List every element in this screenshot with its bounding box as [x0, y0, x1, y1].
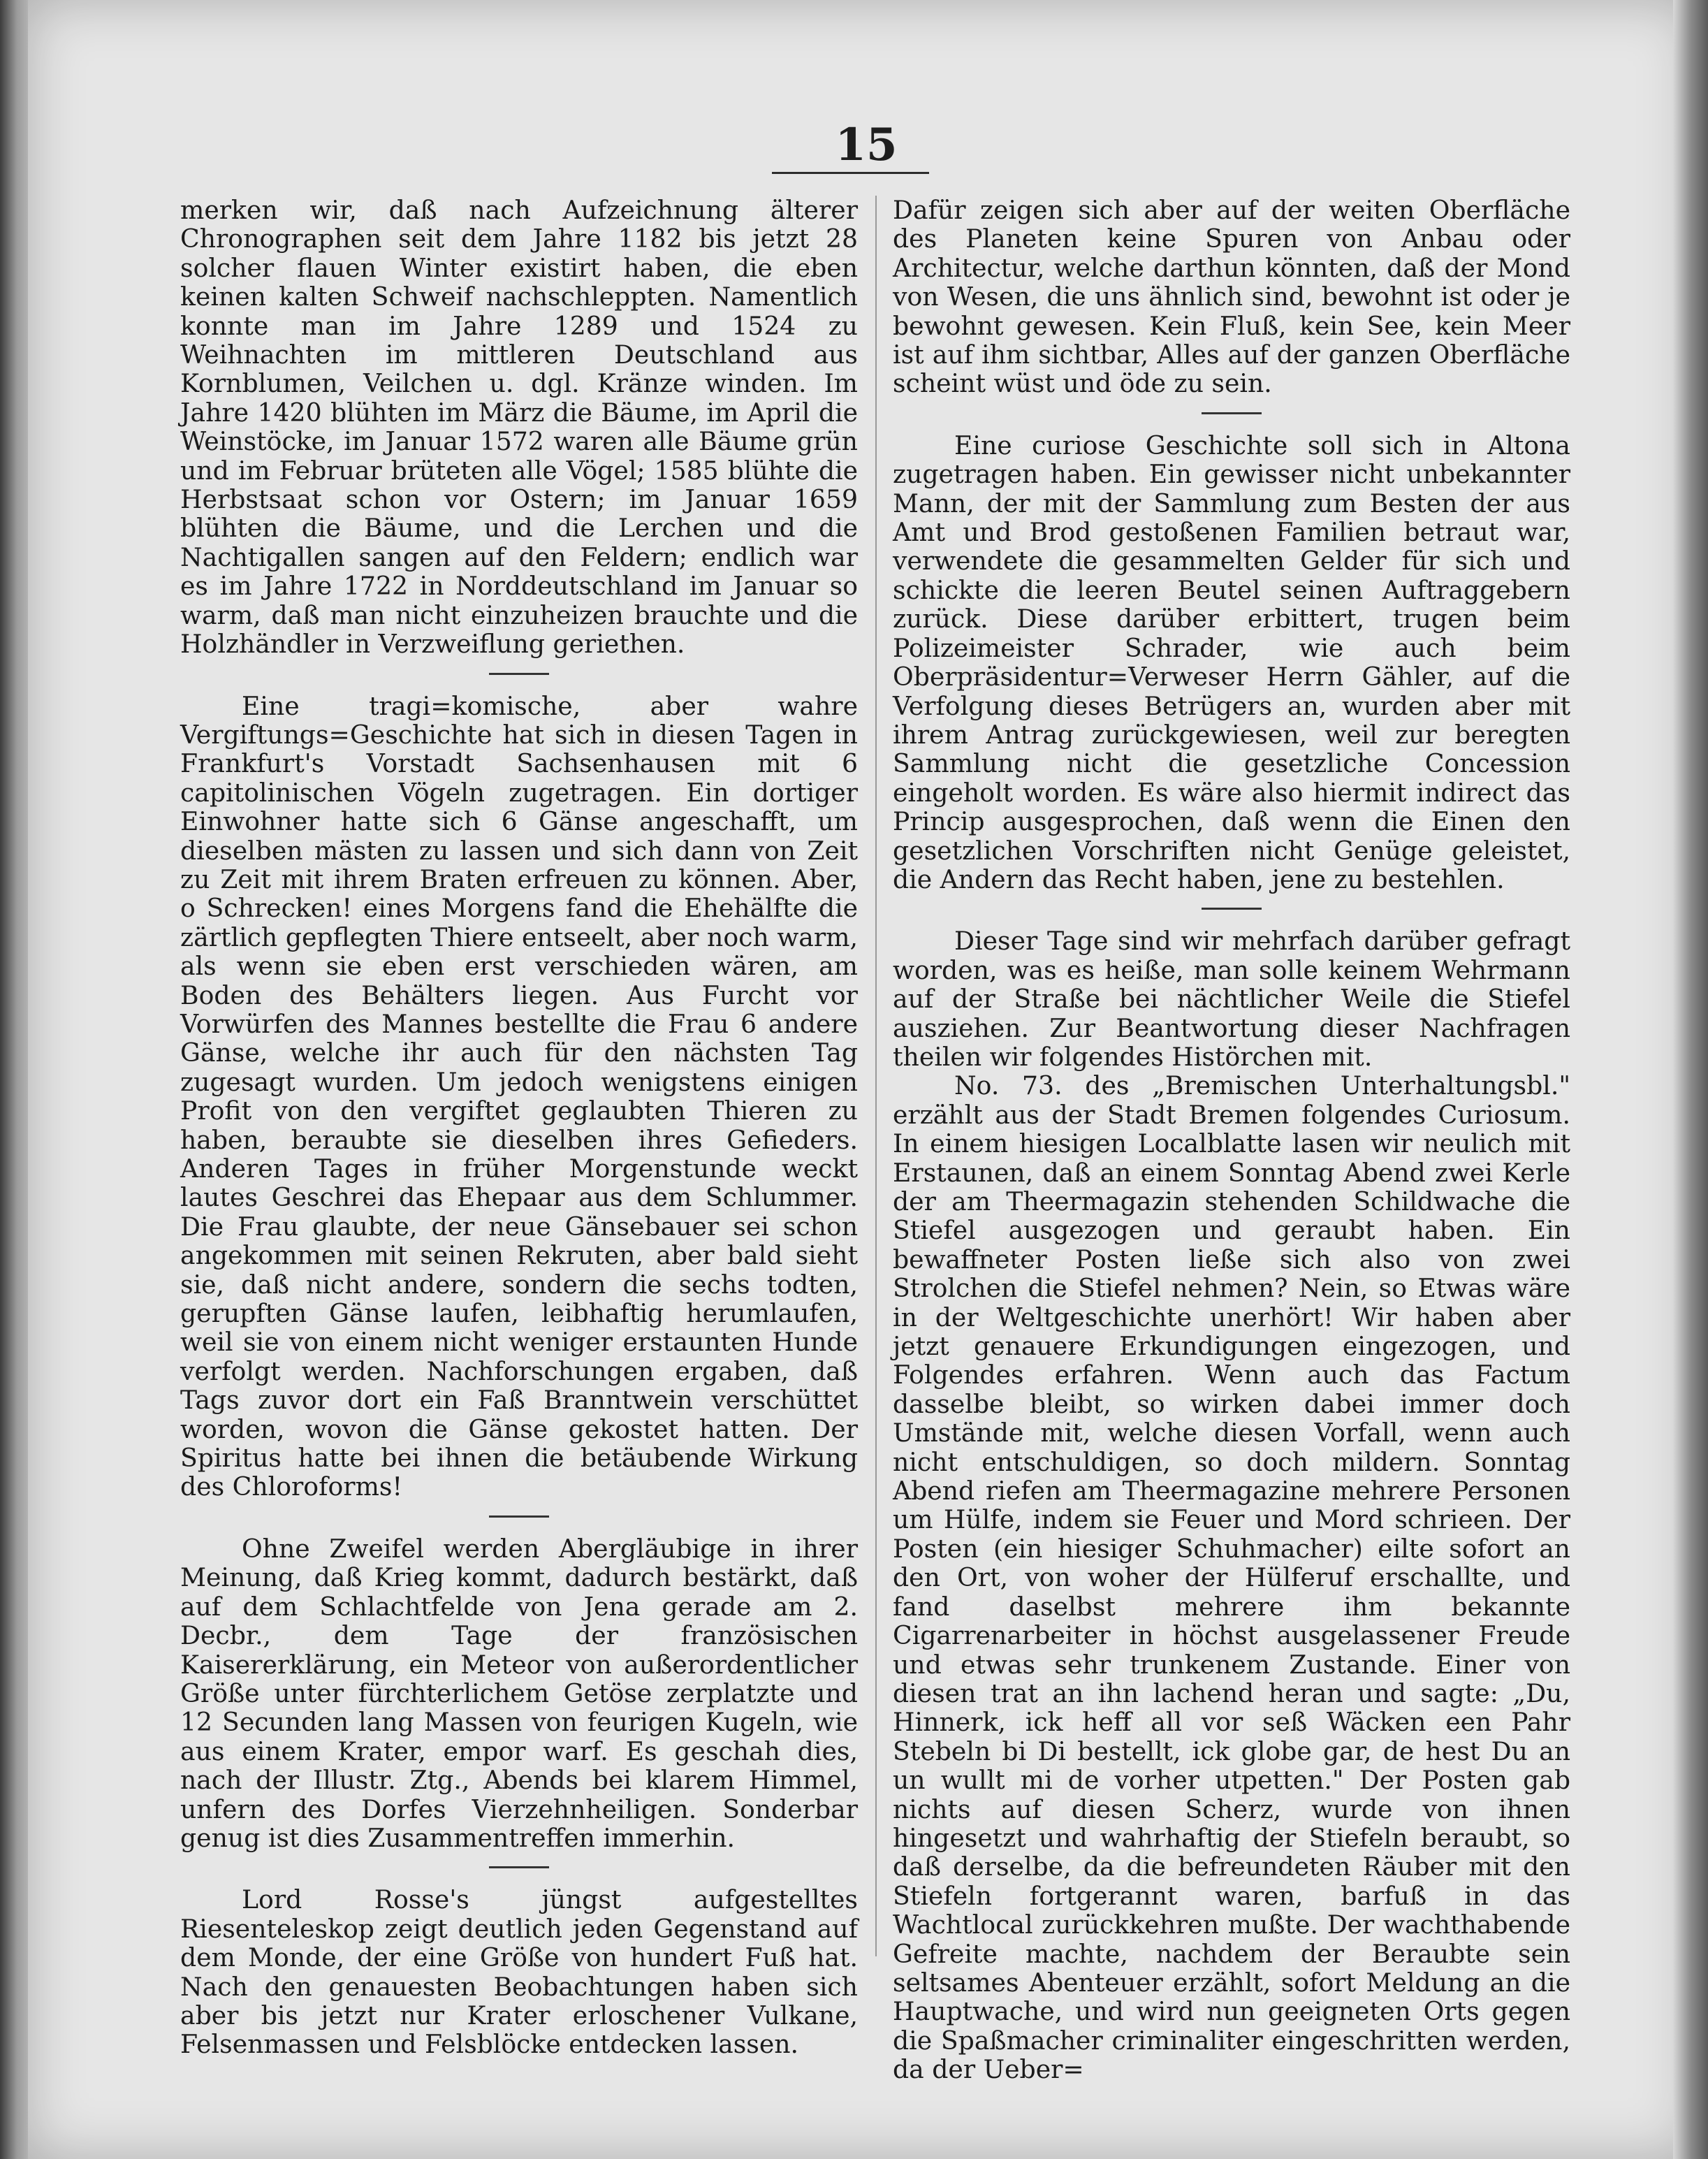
right-column — [893, 196, 1570, 2084]
separator-rule — [1202, 412, 1262, 414]
column-divider — [875, 196, 877, 1956]
page-number: 15 — [835, 119, 898, 171]
separator-rule — [1202, 908, 1262, 910]
page-edge — [1673, 0, 1708, 2159]
paragraph-weather-records: merken wir, daß nach Aufzeichnung älterer Chronographen seit dem Jahre 1182 bis jetzt 28 solcher flauen Winter existirt haben, die eben keinen kalten Schweif nachschleppten. Namentlich konnte man im Jahre 1289 und 1524 zu Weihnachten im mittleren Deutschland aus Kornblumen, Veilchen u. dgl. Kränze winden. Im Jahre 1420 blühten im März die Bäume, im April die Weinstöcke, im Januar 1572 waren alle Bäume grün und im Februar brüteten alle Vögel; 1585 blühte die Herbstsaat schon vor Ostern; im Januar 1659 blühten die Bäume, und die Lerchen und die Nachtigallen sangen auf den Feldern; endlich war es im Jahre 1722 in Norddeutschland im Januar so warm, daß man nicht einzuheizen brauchte und die Holzhändler in Verzweiflung geriethen. — [180, 195, 858, 660]
left-column — [180, 196, 858, 2059]
paragraph-telescope: Lord Rosse's jüngst aufgestelltes Riesenteleskop zeigt deutlich jeden Gegenstand auf dem Monde, der eine Größe von hundert Fuß hat. Nach den genauesten Beobachtungen haben sich aber bis jetzt nur Krater erloschener Vulkane, Felsenmassen und Felsblöcke entdecken lassen. — [180, 1884, 858, 2060]
paragraph-moon-surface: Dafür zeigen sich aber auf der weiten Oberfläche des Planeten keine Spuren von Anbau oder Architectur, welche darthun könnten, daß der Mond von Wesen, die uns ähnlich sind, bewohnt ist oder je bewohnt gewesen. Kein Fluß, kein See, kein Meer ist auf ihm sichtbar, Alles auf der ganzen Oberfläche scheint wüst und öde zu sein. — [893, 195, 1570, 399]
paragraph-wehrmann-question: Dieser Tage sind wir mehrfach darüber gefragt worden, was es heiße, man solle keinem Wehrmann auf der Straße bei nächtlicher Weile die Stiefel ausziehen. Zur Beantwortung dieser Nachfragen theilen wir folgendes Histörchen mit. — [893, 926, 1570, 1072]
separator-rule — [489, 1866, 549, 1868]
paragraph-meteor-jena: Ohne Zweifel werden Abergläubige in ihrer Meinung, daß Krieg kommt, dadurch bestärkt, daß auf dem Schlachtfelde von Jena gerade am 2. Decbr., dem Tage der französischen Kaisererklärung, ein Meteor von außerordentlicher Größe unter fürchterlichem Getöse zerplatzte und 12 Secunden lang Massen von feurigen Kugeln, wie aus einem Krater, empor warf. Es geschah dies, nach der Illustr. Ztg., Abends bei klarem Himmel, unfern des Dorfes Vierzehnheiligen. Sonderbar genug ist dies Zusammentreffen immerhin. — [180, 1533, 858, 1853]
paragraph-altona-story: Eine curiose Geschichte soll sich in Altona zugetragen haben. Ein gewisser nicht unbekannter Mann, der mit der Sammlung zum Besten der aus Amt und Brod gestoßenen Familien betraut war, verwendete die gesammelten Gelder für sich und schickte die leeren Beutel seinen Auftraggebern zurück. Diese darüber erbittert, trugen beim Polizeimeister Schrader, wie auch beim Oberpräsidentur=Verweser Herrn Gähler, auf die Verfolgung dieses Betrügers an, wurden aber mit ihrem Antrag zurückgewiesen, weil zur beregten Sammlung nicht die gesetzliche Concession eingeholt worden. Es wäre also hiermit indirect das Princip ausgesprochen, daß wenn die Einen den gesetzlichen Vorschriften nicht Genüge geleistet, die Andern das Recht haben, jene zu bestehlen. — [893, 430, 1570, 894]
paragraph-bremen-story: No. 73. des „Bremischen Unterhaltungsbl." erzählt aus der Stadt Bremen folgendes Curiosum. In einem hiesigen Localblatte lasen wir neulich mit Erstaunen, daß an einem Sonntag Abend zwei Kerle der am Theermagazin stehenden Schildwache die Stiefel ausgezogen und geraubt haben. Ein bewaffneter Posten ließe sich also von zwei Strolchen die Stiefel nehmen? Nein, so Etwas wäre in der Weltgeschichte unerhört! Wir haben aber jetzt genauere Erkundigungen eingezogen, und Folgendes erfahren. Wenn auch das Factum dasselbe bleibt, so wirken dabei immer doch Umstände mit, welche diesen Vorfall, wenn auch nicht entschuldigen, so doch mildern. Sonntag Abend riefen am Theermagazine mehrere Personen um Hülfe, indem sie Feuer und Mord schrieen. Der Posten (ein hiesiger Schuhmacher) eilte sofort an den Ort, von woher der Hülferuf erschallte, und fand daselbst mehrere ihm bekannte Cigarrenarbeiter in höchst ausgelassener Freude und etwas sehr trunkenem Zustande. Einer von diesen trat an ihn lachend heran und sagte: „Du, Hinnerk, ick heff all vor seß Wäcken een Pahr Stebeln bi Di bestellt, ick globe gar, de hest Du an un wullt mi de vorher utpetten." Der Posten gab nichts auf diesen Scherz, wurde von ihnen hingesetzt und wahrhaftig der Stiefeln beraubt, so daß derselbe, da die befreundeten Räuber mit den Stiefeln fortgerannt waren, barfuß in das Wachtlocal zurückkehren mußte. Der wachthabende Gefreite machte, nachdem der Beraubte sein seltsames Abenteuer erzählt, sofort Meldung an die Hauptwache, und wird nun geeigneten Orts gegen die Spaßmacher criminaliter eingeschritten werden, da der Ueber= — [893, 1070, 1570, 2085]
paragraph-geese-story: Eine tragi=komische, aber wahre Vergiftungs=Geschichte hat sich in diesen Tagen in Frankfurt's Vorstadt Sachsenhausen mit 6 capitolinischen Vögeln zugetragen. Ein dortiger Einwohner hatte sich 6 Gänse angeschafft, um dieselben mästen zu lassen und sich dann von Zeit zu Zeit mit ihrem Braten erfreuen zu können. Aber, o Schrecken! eines Morgens fand die Ehehälfte die zärtlich gepflegten Thiere entseelt, aber noch warm, als wenn sie eben erst verschieden wären, am Boden des Behälters liegen. Aus Furcht vor Vorwürfen des Mannes bestellte die Frau 6 andere Gänse, welche ihr auch für den nächsten Tag zugesagt wurden. Um jedoch wenigstens einigen Profit von den vergiftet geglaubten Thieren zu haben, beraubte sie dieselben ihres Gefieders. Anderen Tages in früher Morgenstunde weckt lautes Geschrei das Ehepaar aus dem Schlummer. Die Frau glaubte, der neue Gänsebauer sei schon angekommen mit seinen Rekruten, aber bald sieht sie, daß nicht andere, sondern die sechs todten, gerupften Gänse laufen, leibhaftig herumlaufen, weil sie von einem nicht weniger erstaunten Hunde verfolgt werden. Nachforschungen ergaben, daß Tags zuvor dort ein Faß Branntwein verschüttet worden, wovon die Gänse gekostet hatten. Der Spiritus hatte bei ihnen die betäubende Wirkung des Chloroforms! — [180, 690, 858, 1502]
separator-rule — [489, 673, 549, 675]
separator-rule — [489, 1515, 549, 1518]
header-rule — [772, 172, 929, 174]
